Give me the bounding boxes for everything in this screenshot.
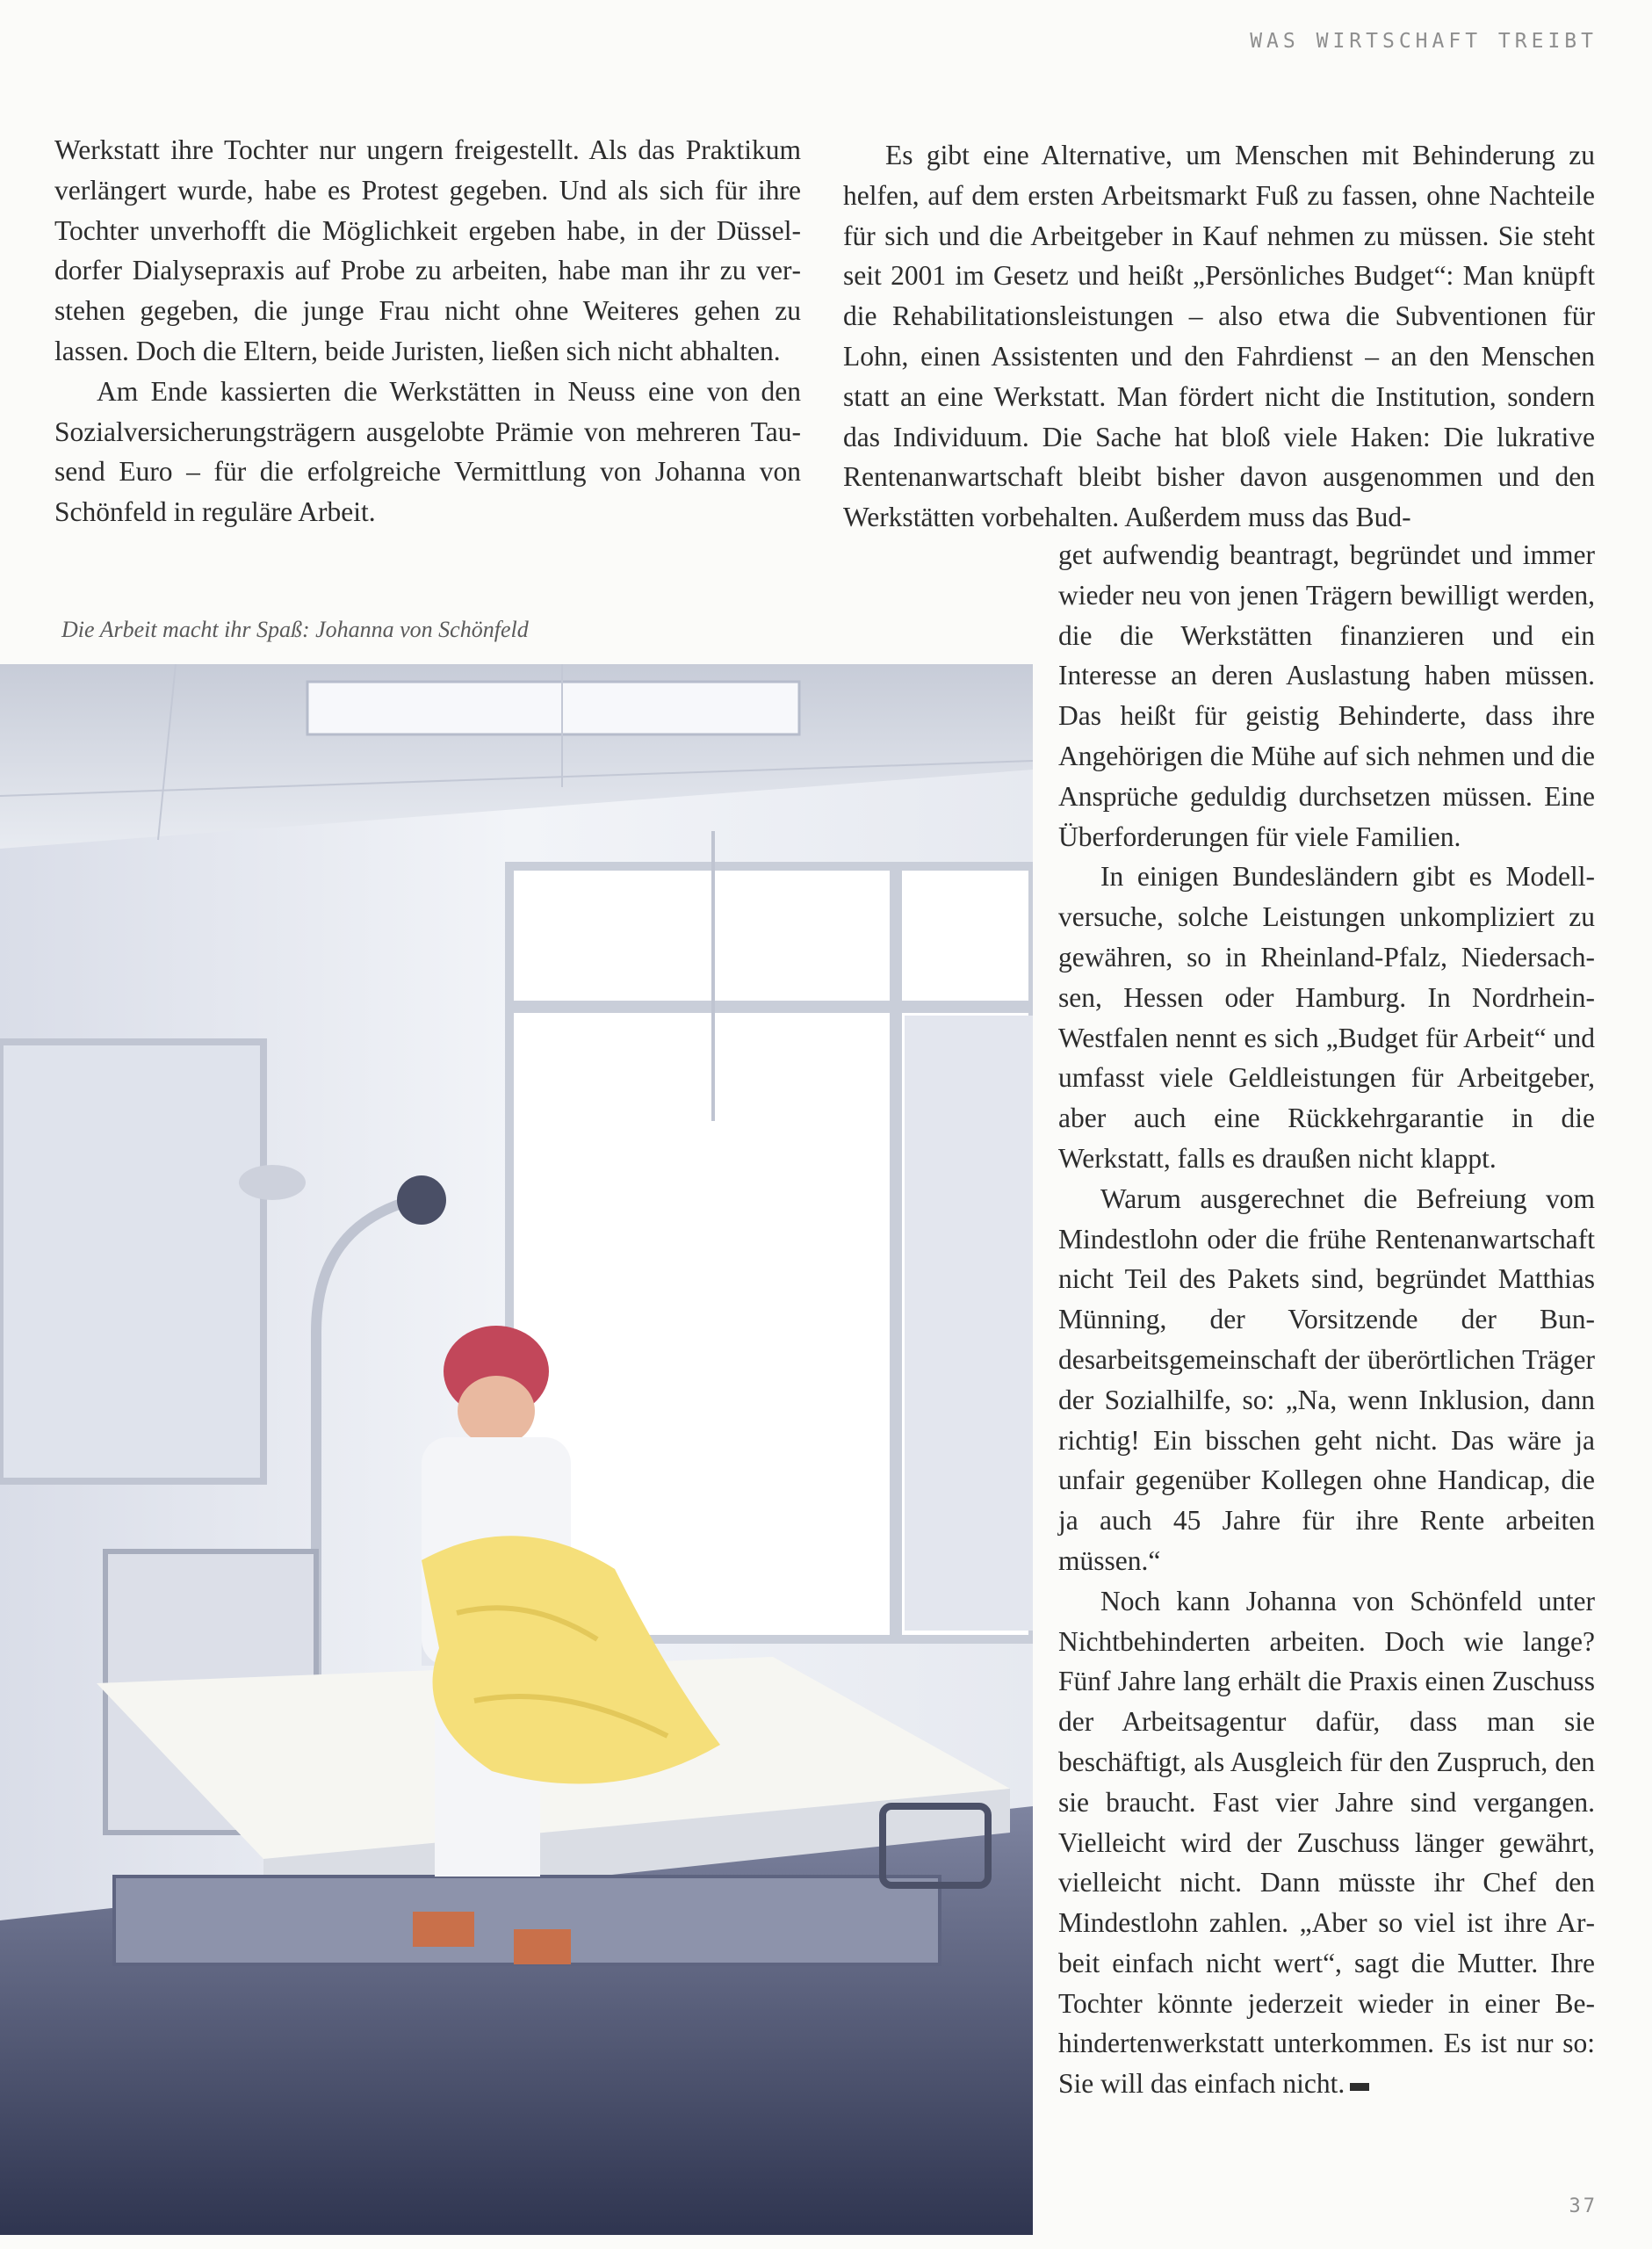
last-paragraph-text: Noch kann Johanna von Schönfeld unter Nichtbehinderten arbeiten. Doch wie lange? Fünf Jahre lang erhält die Praxis einen Zuschuss der Arbeitsagentur dafür, dass man sie beschäftigt, als Ausgleich für den Zuspruch, den sie braucht. Fast vier Jahre sind vergangen. Vielleicht wird der Zuschuss länger gewährt, vielleicht nicht. Dann müsste ihr Chef den Mindestlohn zahlen. „Aber so viel ist ihre Arbeit einfach nicht wert“, sagt die Mutter. Ihre Tochter könnte jederzeit wieder in einer Behindertenwerkstatt unterkommen. Es ist nur so: Sie will das einfach nicht. [1058, 1585, 1595, 2100]
body-paragraph [1058, 1581, 1595, 2104]
body-paragraph: Es gibt eine Alternative, um Menschen mit Behinderung zu helfen, auf dem ersten Arbeitsmarkt Fuß zu fassen, ohne Nachteile für sich und die Arbeitgeber in Kauf nehmen zu müssen. Sie steht seit 2001 im Gesetz und heißt „Persönliches Budget“: Man knüpft die Rehabilitationsleistungen – also etwa die Subventionen für Lohn, einen Assistenten und den Fahrdienst – an den Menschen statt an eine Werkstatt. Man fördert nicht die Institution, sondern das Individuum. Die Sache hat bloß viele Haken: Die lukrative Rentenanwartschaft bleibt bisher davon ausgenommen und den Werkstätten vorbehalten. Außerdem muss das Bud- [843, 140, 1595, 533]
page-number: 37 [1569, 2195, 1598, 2217]
article-photo [0, 664, 1033, 2235]
body-paragraph: In einigen Bundesländern gibt es Modellversuche, solche Leistungen unkompliziert zu gewähren, so in Rheinland-Pfalz, Niedersachsen, Hessen oder Hamburg. In Nordrhein-Westfalen nennt es sich „Budget für Arbeit“ und umfasst viele Geldleistungen für Arbeitgeber, aber auch eine Rückkehrgarantie in die Werkstatt, falls es draußen nicht klappt. [1058, 861, 1595, 1174]
photo-caption: Die Arbeit macht ihr Spaß: Johanna von Schönfeld [61, 617, 529, 642]
body-paragraph: get aufwendig beantragt, begründet und immer wieder neu von jenen Trägern bewilligt werden, die die Werkstätten finanzieren und ein Interesse an deren Auslastung haben müssen. Das heißt für geistig Behinderte, dass ihre Angehörigen die Mühe auf sich nehmen und die Ansprüche geduldig durchsetzen müssen. Eine Überforderungen für viele Familien. [1058, 539, 1595, 852]
left-column [54, 130, 801, 532]
body-paragraph: Am Ende kassierten die Werkstätten in Neuss eine von den Sozialversicherungsträgern ausgelobte Prämie von mehreren Tausend Euro – für die erfolgreiche Vermittlung von Johanna von Schönfeld in reguläre Arbeit. [54, 375, 801, 528]
end-of-article-mark [1350, 2083, 1369, 2091]
body-paragraph: Warum ausgerechnet die Befreiung vom Mindestlohn oder die frühe Rentenanwartschaft nicht Teil des Pakets sind, begründet Matthias Münning, der Vorsitzende der Bundesarbeitsgemeinschaft der überörtlichen Träger der Sozialhilfe, so: „Na, wenn Inklusion, dann richtig! Ein bisschen geht nicht. Das wäre ja unfair gegenüber Kollegen ohne Handicap, die ja auch 45 Jahre für ihre Rente arbeiten müssen.“ [1058, 1182, 1595, 1576]
right-column-top [843, 135, 1595, 538]
right-column-narrow [1058, 535, 1595, 2104]
body-paragraph: Werkstatt ihre Tochter nur ungern freigestellt. Als das Praktikum verlängert wurde, habe es Protest gegeben. Und als sich für ihre Tochter unverhofft die Möglichkeit ergeben habe, in der Düsseldorfer Dialysepraxis auf Probe zu arbeiten, habe man ihr zu verstehen gegeben, die junge Frau nicht ohne Weiteres gehen zu lassen. Doch die Eltern, beide Juristen, ließen sich nicht abhalten. [54, 134, 801, 366]
running-head: WAS WIRTSCHAFT TREIBT [1250, 30, 1598, 53]
